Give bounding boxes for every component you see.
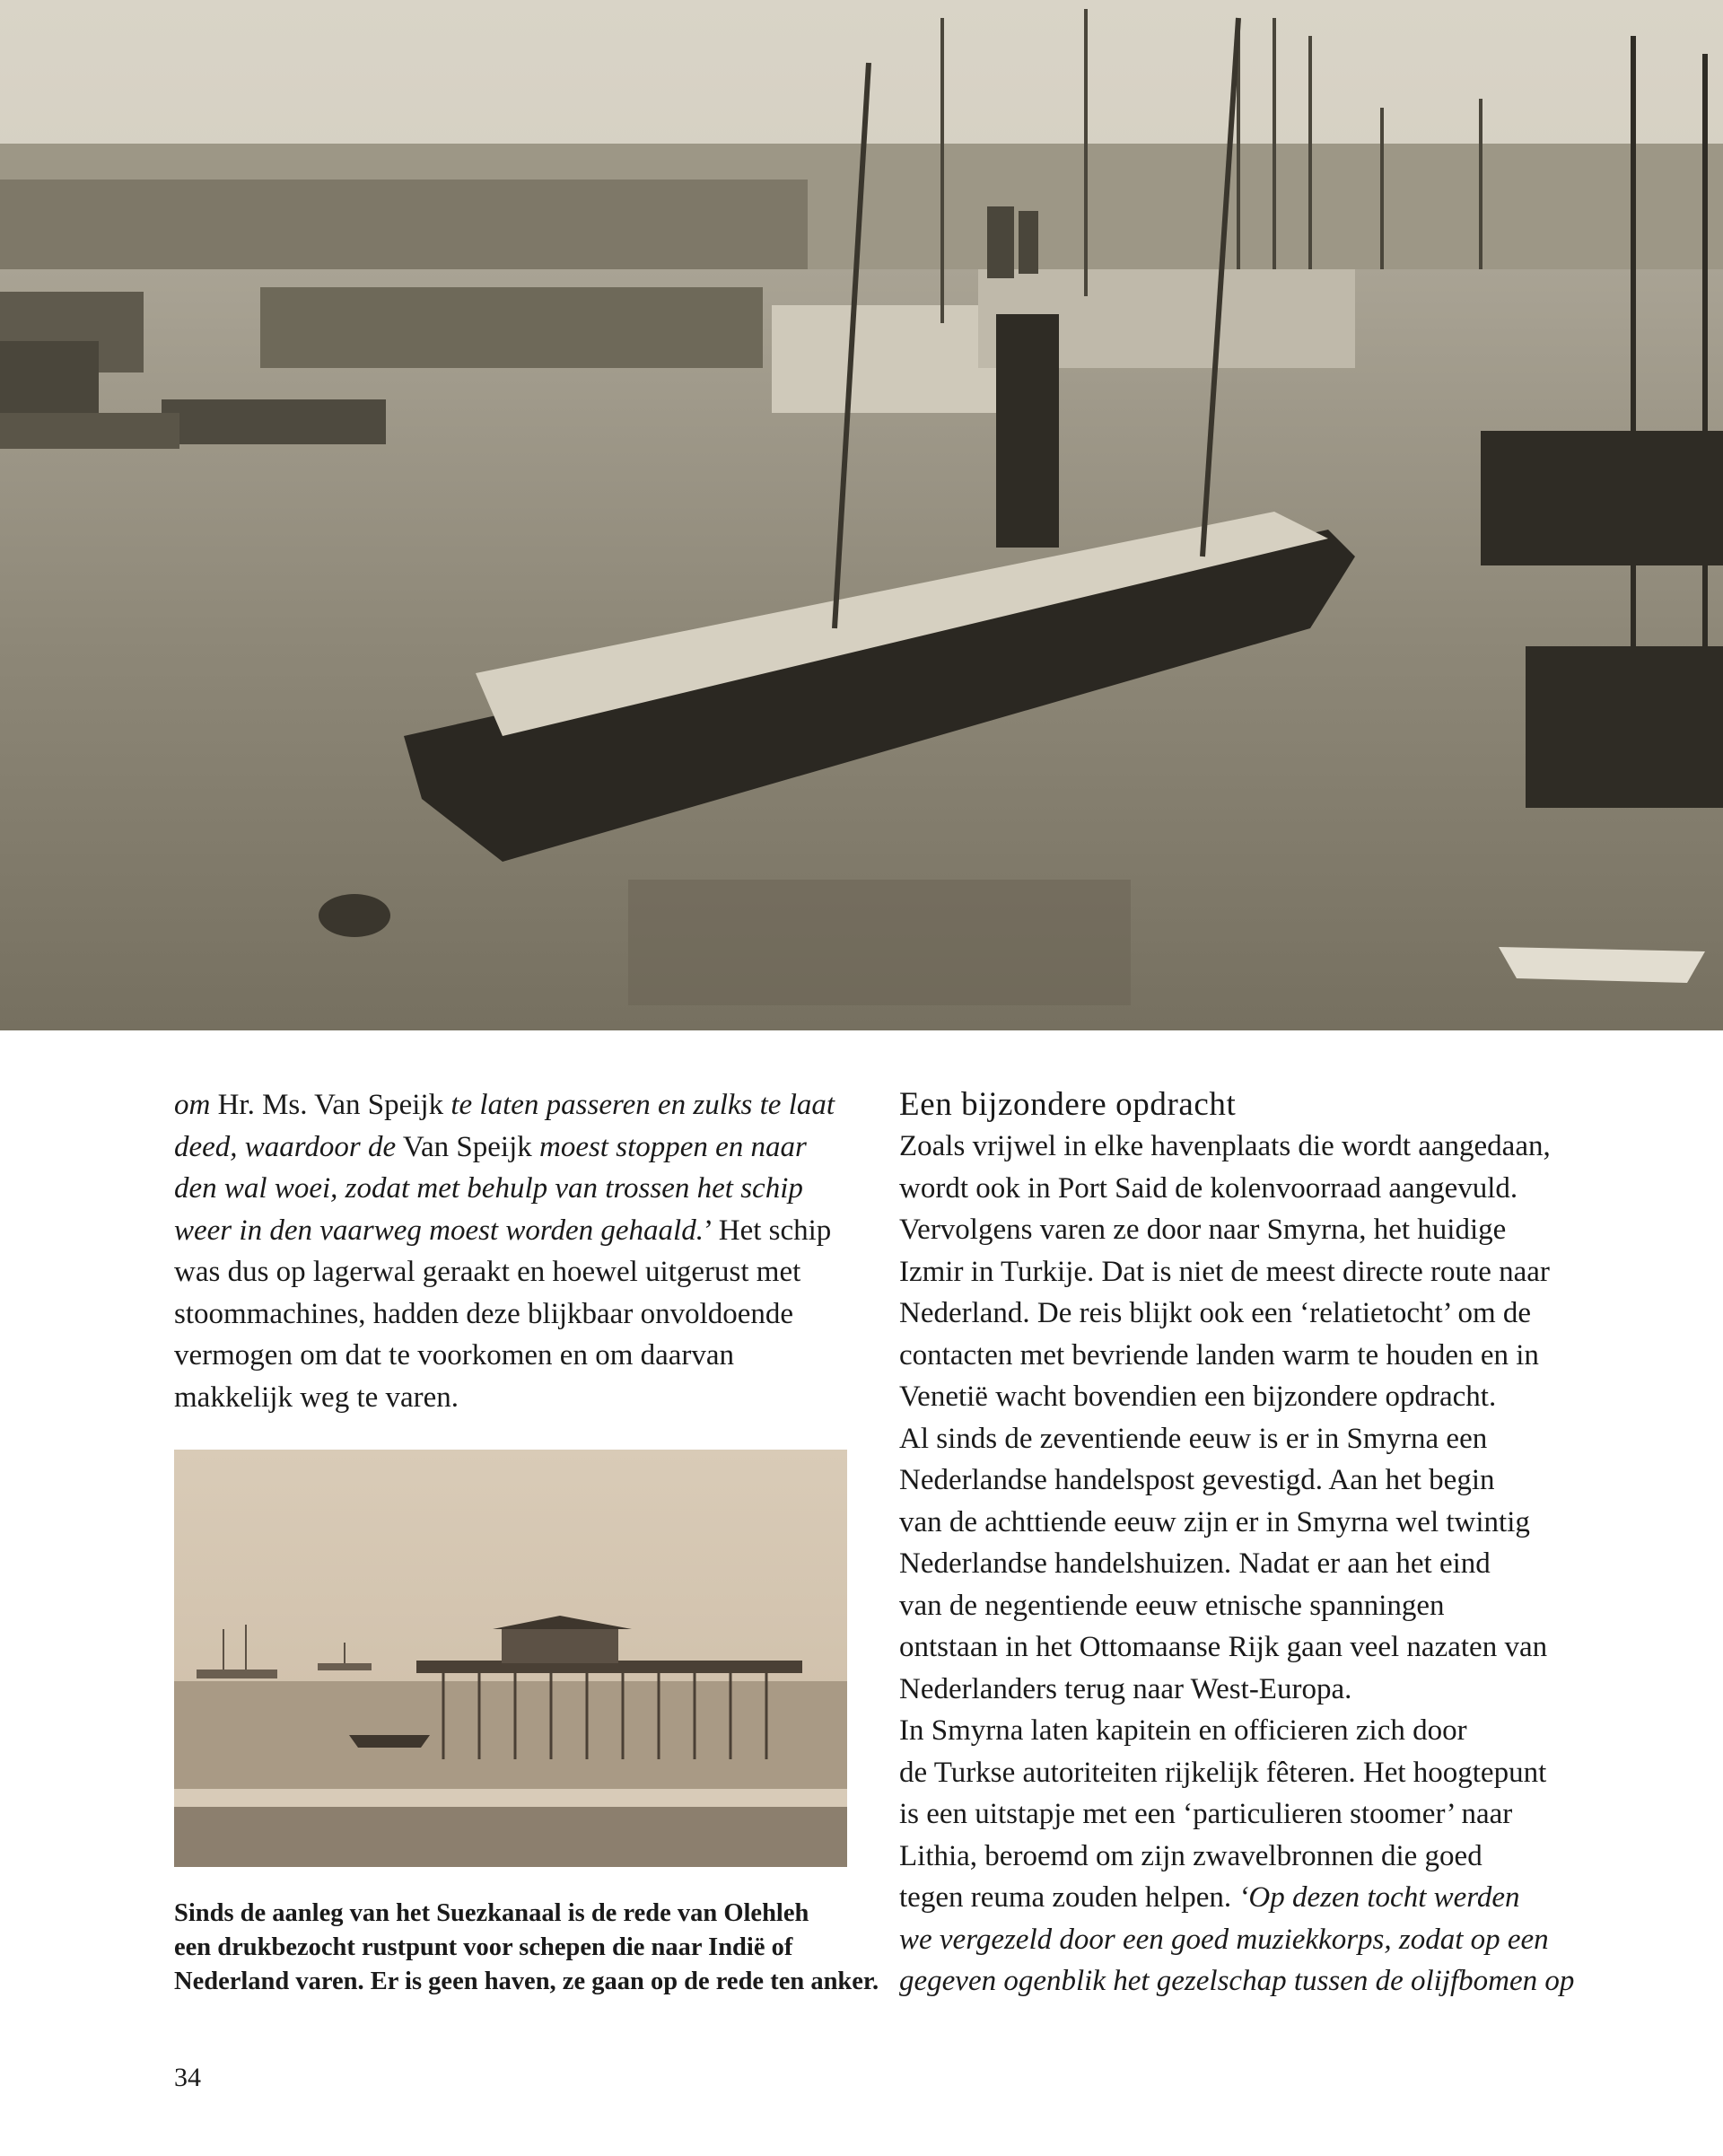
text-line	[174, 1377, 856, 1419]
text-line	[899, 1502, 1581, 1544]
text-line	[899, 1376, 1581, 1418]
left-paragraph	[174, 1084, 856, 1418]
text-segment: Nederlandse handelspost gevestigd. Aan het begin	[899, 1464, 1495, 1496]
text-line	[899, 1209, 1581, 1251]
text-line	[899, 1793, 1581, 1836]
text-segment: stoommachines, hadden deze blijkbaar onvoldoende	[174, 1297, 794, 1330]
text-line	[174, 1251, 856, 1293]
caption-line: een drukbezocht rustpunt voor schepen die naar Indië of	[174, 1933, 793, 1961]
text-segment: is een uitstapje met een ‘particulieren stoomer’ naar	[899, 1798, 1513, 1830]
text-segment: was dus op lagerwal geraakt en hoewel uitgerust met	[174, 1256, 801, 1288]
inset-photo	[174, 1450, 847, 1867]
text-segment: Nederlandse handelshuizen. Nadat er aan het eind	[899, 1547, 1491, 1580]
text-segment: de Turkse autoriteiten rijkelijk fêteren. Het hoogtepunt	[899, 1756, 1547, 1789]
text-segment: makkelijk weg te varen.	[174, 1380, 459, 1414]
right-paragraph	[899, 1126, 1581, 2003]
photo-caption	[174, 1897, 883, 1999]
italic-text-segment: moest stoppen en naar	[538, 1130, 807, 1163]
italic-text-segment: deed, waardoor de	[174, 1130, 397, 1163]
text-line	[174, 1293, 856, 1336]
hero-photo	[0, 0, 1723, 1030]
text-segment: van de negentiende eeuw etnische spanningen	[899, 1589, 1445, 1622]
text-segment: wordt ook in Port Said de kolenvoorraad aangevuld.	[899, 1171, 1518, 1205]
text-line	[899, 1335, 1581, 1377]
text-line	[899, 1293, 1581, 1335]
text-line	[899, 1251, 1581, 1293]
italic-text-segment: te laten passeren en zulks te laat	[450, 1089, 835, 1121]
text-line	[899, 1960, 1581, 2003]
caption-line: Nederland varen. Er is geen haven, ze gaan op de rede ten anker.	[174, 1968, 879, 1995]
italic-text-segment: we vergezeld door een goed muziekkorps, zodat op een	[899, 1923, 1549, 1956]
text-segment: Zoals vrijwel in elke havenplaats die wordt aangedaan,	[899, 1130, 1551, 1162]
text-line	[899, 1752, 1581, 1794]
text-segment: Vervolgens varen ze door naar Smyrna, het huidige	[899, 1214, 1507, 1246]
section-heading: Een bijzondere opdracht	[899, 1086, 1237, 1123]
right-column-text	[899, 1084, 1581, 2003]
text-segment: ontstaan in het Ottomaanse Rijk gaan veel nazaten van	[899, 1631, 1548, 1663]
text-segment: Nederland. De reis blijkt ook een ‘relatietocht’ om de	[899, 1297, 1532, 1329]
text-segment: In Smyrna laten kapitein en officieren zich door	[899, 1714, 1467, 1747]
text-line	[899, 1877, 1581, 1919]
text-segment: van de achttiende eeuw zijn er in Smyrna wel twintig	[899, 1505, 1530, 1538]
text-line	[899, 1543, 1581, 1585]
text-line	[174, 1084, 856, 1126]
italic-text-segment: ‘Op dezen tocht werden	[1238, 1881, 1520, 1914]
text-segment: Al sinds de zeventiende eeuw is er in Smyrna een	[899, 1422, 1488, 1455]
text-line	[899, 1626, 1581, 1669]
text-segment: Nederlanders terug naar West-Europa.	[899, 1672, 1352, 1705]
text-line	[899, 1418, 1581, 1460]
text-line	[174, 1335, 856, 1377]
text-line	[899, 1168, 1581, 1210]
text-line	[899, 1836, 1581, 1878]
text-segment: tegen reuma zouden helpen.	[899, 1881, 1239, 1914]
text-segment: Hr. Ms. Van Speijk	[210, 1089, 451, 1121]
pier-photo-illustration	[174, 1450, 847, 1867]
text-segment: contacten met bevriende landen warm te houden en in	[899, 1338, 1539, 1372]
text-segment: Venetië wacht bovendien een bijzondere opdracht.	[899, 1380, 1497, 1413]
text-line	[899, 1459, 1581, 1502]
text-line	[174, 1126, 856, 1169]
harbor-photo-illustration	[0, 0, 1723, 1030]
text-segment: Lithia, beroemd om zijn zwavelbronnen die goed	[899, 1839, 1482, 1872]
text-line	[174, 1210, 856, 1252]
text-line	[174, 1168, 856, 1210]
text-line	[899, 1669, 1581, 1711]
page-number: 34	[174, 2063, 201, 2092]
text-line	[899, 1126, 1581, 1168]
text-segment: Izmir in Turkije. Dat is niet de meest directe route naar	[899, 1255, 1550, 1288]
text-line	[899, 1919, 1581, 1961]
text-segment: vermogen om dat te voorkomen en om daarvan	[174, 1339, 735, 1372]
italic-text-segment: weer in den vaarweg moest worden gehaald.	[174, 1214, 704, 1247]
italic-text-segment: om	[174, 1089, 211, 1121]
text-segment: ’ Het schip	[703, 1214, 832, 1247]
text-line	[899, 1710, 1581, 1752]
italic-text-segment: den wal woei, zodat met behulp van trossen het schip	[174, 1172, 803, 1205]
caption-line: Sinds de aanleg van het Suezkanaal is de rede van Olehleh	[174, 1899, 809, 1927]
text-line	[899, 1585, 1581, 1627]
left-column-text	[174, 1084, 856, 1418]
text-segment: Van Speijk	[396, 1130, 539, 1163]
italic-text-segment: gegeven ogenblik het gezelschap tussen de olijfbomen op	[899, 1965, 1575, 1997]
